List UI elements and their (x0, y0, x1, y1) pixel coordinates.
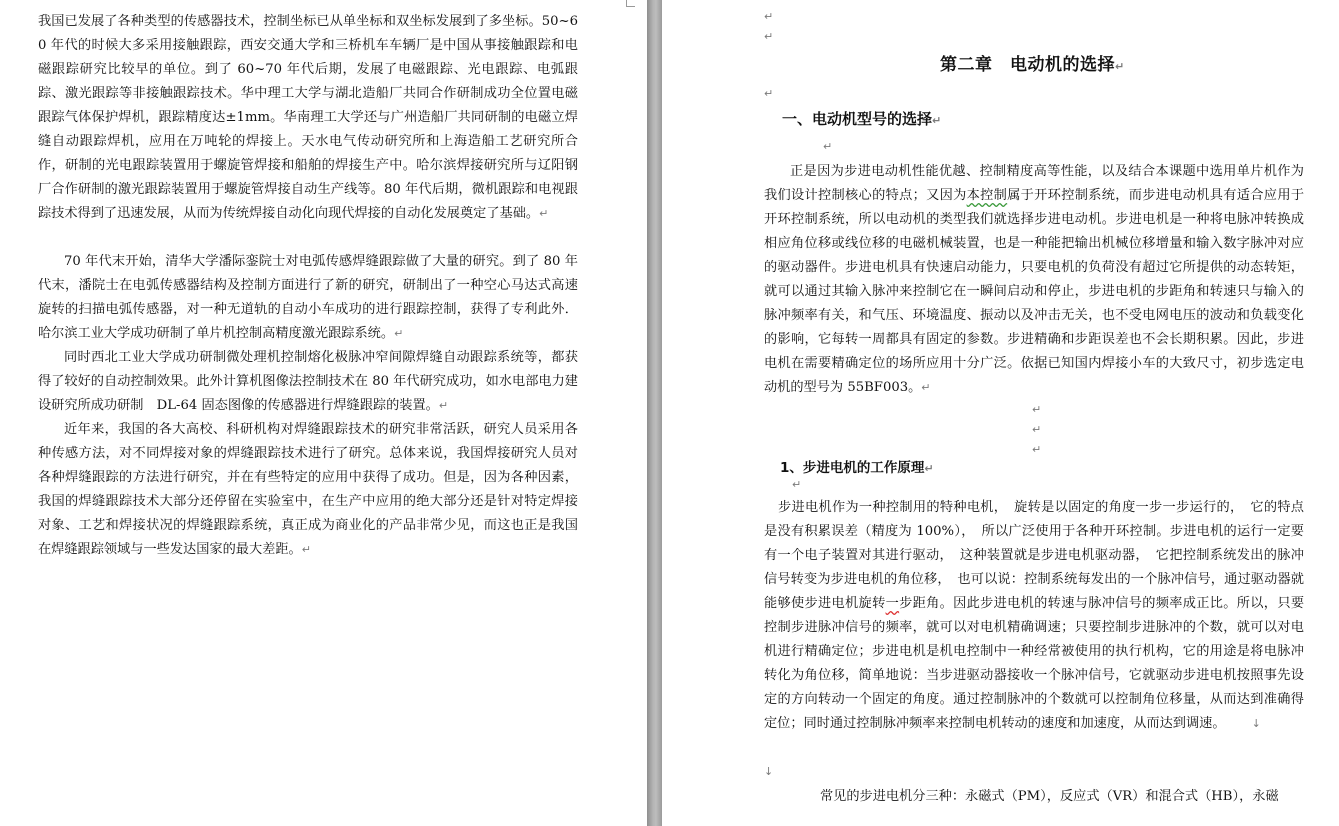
chapter-title[interactable] (940, 50, 1125, 75)
section-heading[interactable] (782, 108, 941, 129)
margin-corner-mark (626, 0, 635, 7)
spelling-flagged-text[interactable]: 一 (885, 596, 900, 611)
paragraph-mark-icon: ↵ (921, 381, 931, 394)
body-paragraph[interactable] (38, 346, 578, 418)
paragraph-text: 常见的步进电机分三种：永磁式（PM），反应式（VR）和混合式（HB），永磁 (820, 789, 1279, 804)
paragraph-mark-icon: ↵ (1032, 443, 1042, 456)
grammar-flagged-text[interactable]: 本控制 (966, 188, 1008, 203)
paragraph-mark-icon: ↵ (792, 478, 802, 491)
paragraph-mark-icon: ↵ (438, 399, 449, 412)
body-paragraph[interactable] (764, 785, 1304, 809)
section-heading-text: 一、电动机型号的选择 (782, 110, 933, 128)
body-paragraph[interactable] (38, 250, 578, 346)
body-paragraph[interactable] (764, 496, 1304, 736)
line-break-mark-icon: ↓ (1251, 717, 1261, 730)
page-gap (647, 0, 662, 826)
paragraph-text: 属于开环控制系统，而步进电动机具有适合应用于开环控制系统，所以电动机的类型我们就选择步进电动机。步进电机是一种将电脉冲转换成相应角位移或线位移的电磁机械装置，也是一种能把输出机械位移增量和输入数字脉冲对应的驱动器件。步进电机具有快速启动能力，只要电机的负荷没有超过它所提供的动态转矩，就可以通过其输入脉冲来控制它在一瞬间启动和停止，步进电机的步距角和转速只与输入的脉冲频率有关，和气压、环境温度、振动以及冲击无关，也不受电网电压的波动和负载变化的影响，它每转一周都具有固定的参数。步进精确和步距误差也不会长期积累。因此，步进电机在需要精确定位的场所应用十分广泛。依据已知国内焊接小车的大致尺寸，初步选定电动机的型号为 55BF003。 (764, 188, 1305, 395)
paragraph-mark-icon: ↵ (1115, 60, 1125, 73)
paragraph-text: 正是因为步进电动机性能优越、控制精度高等性能，以及结合本课题中选用单片机作为我们设计控制核心的特点；又因为 (764, 164, 1304, 203)
body-paragraph[interactable] (38, 418, 578, 562)
paragraph-text: 近年来，我国的各大高校、科研机构对焊缝跟踪技术的研究非常活跃，研究人员采用各种传感方法，对不同焊接对象的焊缝跟踪技术进行了研究。总体来说，我国焊接研究人员对各种焊缝跟踪的方法进行研究，并在有些特定的应用中获得了成功。但是，因为各种因素，我国的焊缝跟踪技术大部分还停留在实验室中，在生产中应用的绝大部分还是针对特定焊接对象、工艺和焊接状况的焊缝跟踪系统，真正成为商业化的产品非常少见，而这也正是我国在焊缝跟踪领域与一些发达国家的最大差距。 (38, 422, 578, 557)
paragraph-text: 我国已发展了各种类型的传感器技术，控制坐标已从单坐标和双坐标发展到了多坐标。50~60 年代的时候大多采用接触跟踪，西安交通大学和三桥机车车辆厂是中国从事接触跟踪和电磁跟踪研究比较早的单位。到了 60~70 年代后期，发展了电磁跟踪、光电跟踪、电弧跟踪、激光跟踪等非接触跟踪技术。华中理工大学与湖北造船厂共同合作研制成功全位置电磁跟踪气体保护焊机，跟踪精度达±1mm。华南理工大学还与广州造船厂共同研制的电磁立焊缝自动跟踪焊机，应用在万吨轮的焊接上。天水电气传动研究所和上海造船工艺研究所合作，研制的光电跟踪装置用于螺旋管焊接和船舶的焊接生产中。哈尔滨焊接研究所与辽阳钢厂合作研制的激光跟踪装置用于螺旋管焊接自动生产线等。80 年代后期，微机跟踪和电视跟踪技术得到了迅速发展，从而为传统焊接自动化向现代焊接的自动化发展奠定了基础。 (38, 14, 578, 221)
paragraph-mark-icon: ↵ (1032, 423, 1042, 436)
body-paragraph[interactable] (38, 10, 578, 226)
paragraph-text: 步进电机作为一种控制用的特种电机， 旋转是以固定的角度一步一步运行的， 它的特点是没有积累误差（精度为 100%）， 所以广泛使用于各种开环控制。步进电机的运行一定要有一个电子装置对其进行驱动， 这种装置就是步进电机驱动器， 它把控制系统发出的脉冲信号转变为步进电机的角位移， 也可以说：控制系统每发出的一个脉冲信号，通过驱动器就能够使步进电机旋转 (764, 500, 1304, 611)
body-paragraph[interactable] (764, 160, 1304, 400)
paragraph-mark-icon: ↵ (924, 462, 934, 475)
chapter-title-text: 第二章 电动机的选择 (940, 55, 1115, 75)
paragraph-mark-icon: ↵ (764, 30, 774, 43)
paragraph-mark-icon: ↵ (539, 207, 549, 220)
paragraph-mark-icon: ↵ (394, 327, 404, 340)
line-break-mark-icon: ↓ (764, 765, 774, 778)
paragraph-mark-icon: ↵ (1032, 403, 1042, 416)
paragraph-text: 70 年代末开始，清华大学潘际銮院士对电弧传感焊缝跟踪做了大量的研究。到了 80 年代末，潘院士在电弧传感器结构及控制方面进行了新的研究，研制出了一种空心马达式高速旋转的扫描电弧传感器，对一种无道轨的自动小车成功的进行跟踪控制，获得了专利此外．哈尔滨工业大学成功研制了单片机控制高精度激光跟踪系统。 (38, 254, 578, 341)
document-page-left (0, 0, 647, 826)
paragraph-mark-icon: ↵ (301, 543, 311, 556)
paragraph-mark-icon: ↵ (764, 10, 774, 23)
paragraph-text: 步距角。因此步进电机的转速与脉冲信号的频率成正比。所以，只要控制步进脉冲信号的频率，就可以对电机精确调速；只要控制步进脉冲的个数，就可以对电机进行精确定位；步进电机是机电控制中一种经常被使用的执行机构，它的用途是将电脉冲转化为角位移，简单地说：当步进驱动器接收一个脉冲信号，它就驱动步进电机按照事先设定的方向转动一个固定的角度。通过控制脉冲的个数就可以控制角位移量，从而达到准确得定位；同时通过控制脉冲频率来控制电机转动的速度和加速度，从而达到调速。 (764, 596, 1305, 731)
subsection-heading[interactable] (780, 456, 934, 476)
paragraph-mark-icon: ↵ (823, 140, 833, 153)
subsection-heading-text: 1、步进电机的工作原理 (780, 460, 925, 476)
paragraph-mark-icon: ↵ (932, 114, 942, 127)
paragraph-mark-icon: ↵ (764, 87, 774, 100)
paragraph-text: 同时西北工业大学成功研制微处理机控制熔化极脉冲窄间隙焊缝自动跟踪系统等，都获得了较好的自动控制效果。此外计算机图像法控制技术在 80 年代研究成功，如水电部电力建设研究所成功研制 DL-64 固态图像的传感器进行焊缝跟踪的装置。 (38, 350, 578, 413)
